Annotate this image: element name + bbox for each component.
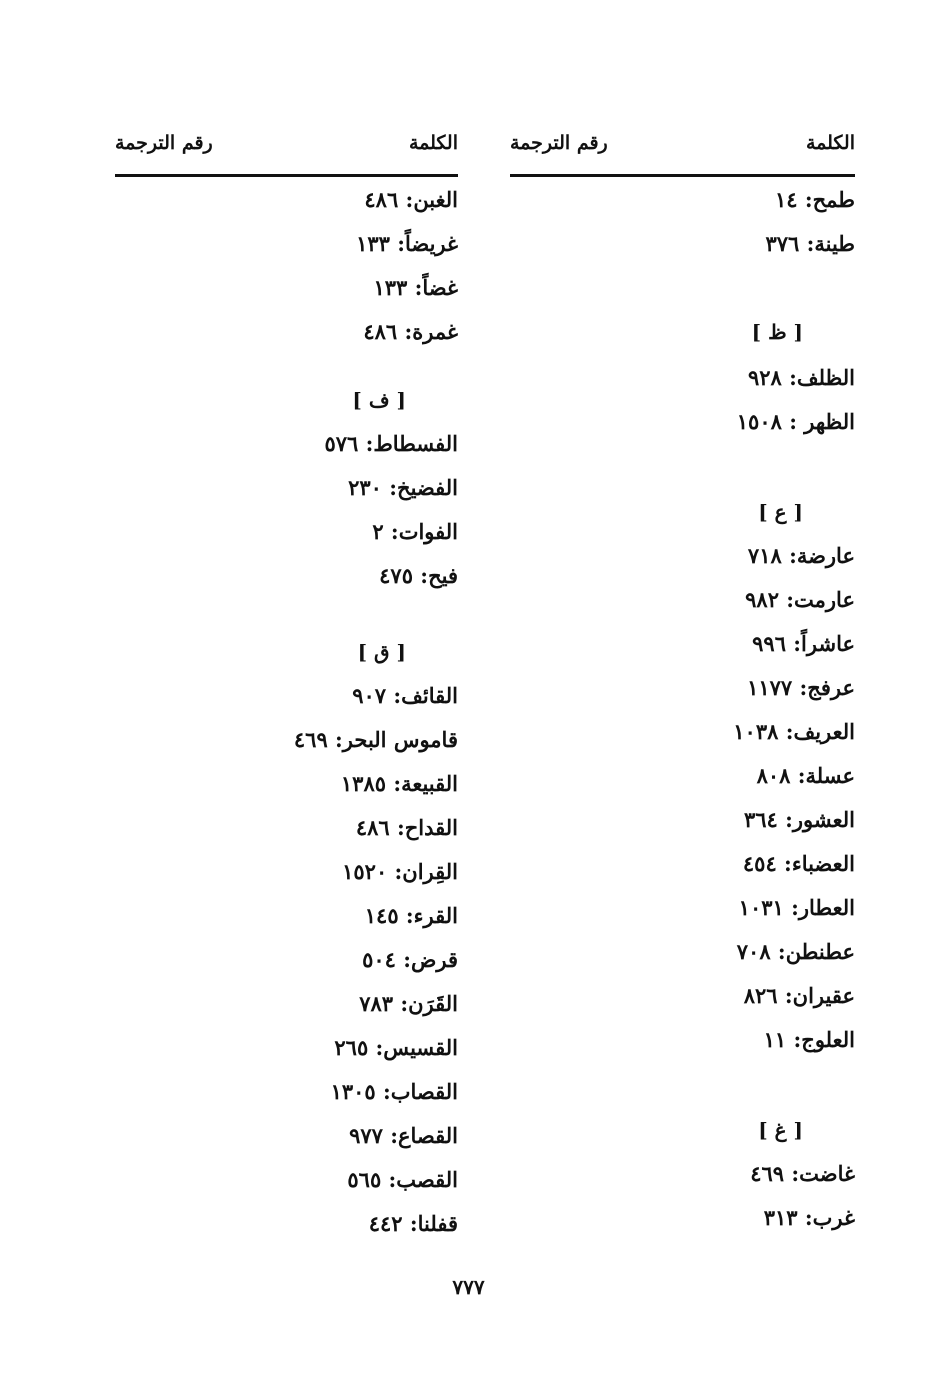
index-entry: غضاً: ١٣٣: [373, 275, 458, 300]
index-entry: غرب: ٣١٣: [763, 1205, 855, 1230]
index-entry: الظهر : ١٥٠٨: [736, 409, 855, 434]
index-entry: طينة: ٣٧٦: [765, 231, 855, 256]
index-entry: القسيس: ٢٦٥: [334, 1035, 458, 1060]
index-entry: عرفج: ١١٧٧: [747, 675, 855, 700]
index-entry: عارضة: ٧١٨: [747, 543, 855, 568]
index-entry: قرض: ٥٠٤: [362, 947, 458, 972]
index-entry: عاشراً: ٩٩٦: [752, 631, 855, 656]
index-entry: طمح: ١٤: [774, 187, 855, 212]
index-entry: الفوات: ٢: [372, 519, 458, 544]
index-entry: القصب: ٥٦٥: [347, 1167, 458, 1192]
header-word-label: الكلمة: [805, 132, 855, 154]
header-rule: [510, 174, 855, 177]
index-entry: القَرَن: ٧٨٣: [359, 991, 458, 1016]
index-entry: القِران: ١٥٢٠: [342, 859, 458, 884]
index-entry: الظلف: ٩٢٨: [747, 365, 855, 390]
letter-section-heading: [ ظ ]: [751, 320, 803, 344]
index-entry: القرء: ١٤٥: [364, 903, 458, 928]
left-column: [115, 128, 458, 1236]
right-column: [510, 128, 855, 1230]
index-entry: القبيعة: ١٣٨٥: [340, 771, 458, 796]
index-entry: العضباء: ٤٥٤: [742, 851, 855, 876]
index-entry: غاضت: ٤٦٩: [750, 1161, 855, 1186]
index-entry: عارمت: ٩٨٢: [745, 587, 855, 612]
page-number: ٧٧٧: [452, 1275, 485, 1299]
header-number-label: رقم الترجمة: [510, 132, 608, 154]
letter-section-heading: [ ق ]: [357, 640, 406, 664]
index-entry: عطنطن: ٧٠٨: [736, 939, 855, 964]
index-entry: قفلنا: ٤٤٢: [368, 1211, 458, 1236]
index-entry: الفسطاط: ٥٧٦: [324, 431, 458, 456]
index-entry: عسلة: ٨٠٨: [756, 763, 855, 788]
index-entry: الغبن: ٤٨٦: [364, 187, 458, 212]
index-entry: قاموس البحر: ٤٦٩: [293, 727, 458, 752]
index-entry: القصاب: ١٣٠٥: [330, 1079, 458, 1104]
index-entry: غمرة: ٤٨٦: [363, 319, 458, 344]
index-entry: القائف: ٩٠٧: [352, 683, 458, 708]
index-entry: القداح: ٤٨٦: [355, 815, 458, 840]
index-entry: العشور: ٣٦٤: [744, 807, 855, 832]
column-header: [115, 128, 458, 168]
index-entry: فيح: ٤٧٥: [379, 563, 458, 588]
letter-section-heading: [ غ ]: [758, 1118, 803, 1142]
column-header: [510, 128, 855, 168]
header-word-label: الكلمة: [408, 132, 458, 154]
index-entry: العريف: ١٠٣٨: [733, 719, 855, 744]
letter-section-heading: [ ف ]: [352, 388, 406, 412]
header-rule: [115, 174, 458, 177]
index-entry: الفضيخ: ٢٣٠: [348, 475, 458, 500]
letter-section-heading: [ ع ]: [758, 500, 803, 524]
index-entry: القصاع: ٩٧٧: [349, 1123, 458, 1148]
index-entry: غريضاً: ١٣٣: [356, 231, 458, 256]
header-number-label: رقم الترجمة: [115, 132, 213, 154]
index-entry: العطار: ١٠٣١: [738, 895, 855, 920]
index-entry: عقيران: ٨٢٦: [743, 983, 855, 1008]
index-entry: العلوج: ١١: [763, 1027, 855, 1052]
